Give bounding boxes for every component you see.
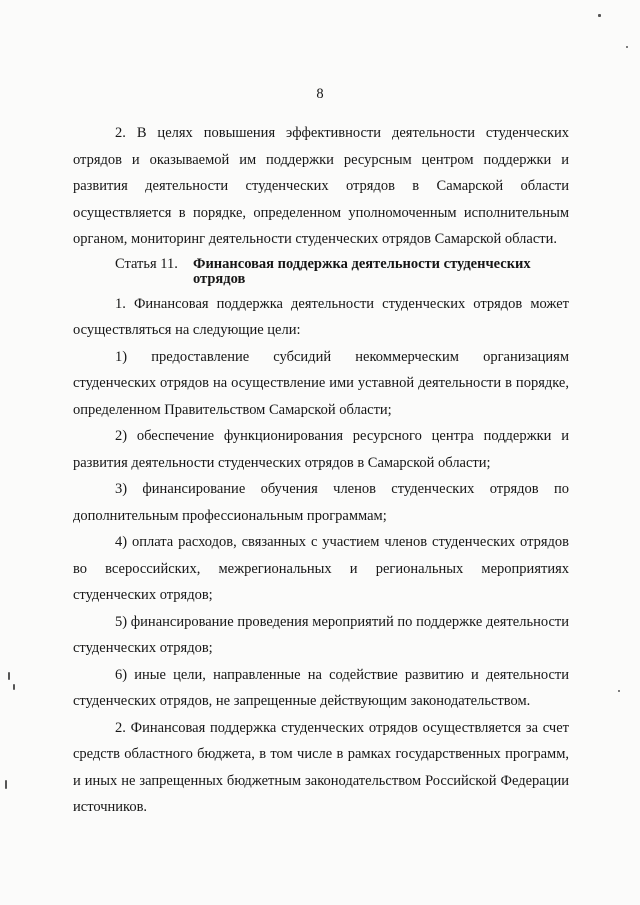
- list-item: 2) обеспечение функционирования ресурсного центра поддержки и развития деятельности студенческих отрядов в Самарской области;: [73, 428, 569, 471]
- article-number: Статья 11.: [115, 255, 178, 272]
- scan-speck: [598, 14, 601, 17]
- section-2: 2. Финансовая поддержка студенческих отрядов осуществляется за счет средств областного бюджета, в том числе в рамках государственных программ, и иных не запрещенных бюджетным законодательством Российской Федерации источников.: [73, 719, 569, 815]
- scan-speck: [13, 684, 15, 690]
- scan-speck: [8, 672, 10, 680]
- document-body: [73, 120, 569, 821]
- scan-speck: [5, 780, 7, 789]
- list-item: 5) финансирование проведения мероприятий по поддержке деятельности студенческих отрядов;: [73, 613, 569, 656]
- paragraph-monitoring: 2. В целях повышения эффективности деятельности студенческих отрядов и оказываемой им поддержки ресурсным центром поддержки и развития деятельности студенческих отрядов в Самарской области осуществляется в порядке, определенном уполномоченным исполнительным органом, мониторинг деятельности студенческих отрядов Самарской области.: [73, 125, 569, 247]
- article-title: Финансовая поддержка деятельности студенческих отрядов: [193, 255, 531, 287]
- scan-speck: [618, 690, 620, 692]
- page-number: 8: [316, 86, 324, 102]
- section-1-intro: 1. Финансовая поддержка деятельности студенческих отрядов может осуществляться на следующие цели:: [73, 295, 569, 338]
- list-item: 4) оплата расходов, связанных с участием членов студенческих отрядов во всероссийских, межрегиональных и региональных мероприятиях студенческих отрядов;: [73, 534, 569, 603]
- article-heading: [73, 254, 569, 287]
- list-item: 6) иные цели, направленные на содействие развитию и деятельности студенческих отрядов, не запрещенные действующим законодательством.: [73, 666, 569, 709]
- list-item: 1) предоставление субсидий некоммерческим организациям студенческих отрядов на осуществление ими уставной деятельности в порядке, определенном Правительством Самарской области;: [73, 348, 569, 418]
- list-item: 3) финансирование обучения членов студенческих отрядов по дополнительным профессиональным программам;: [73, 481, 569, 524]
- scan-speck: [626, 46, 628, 48]
